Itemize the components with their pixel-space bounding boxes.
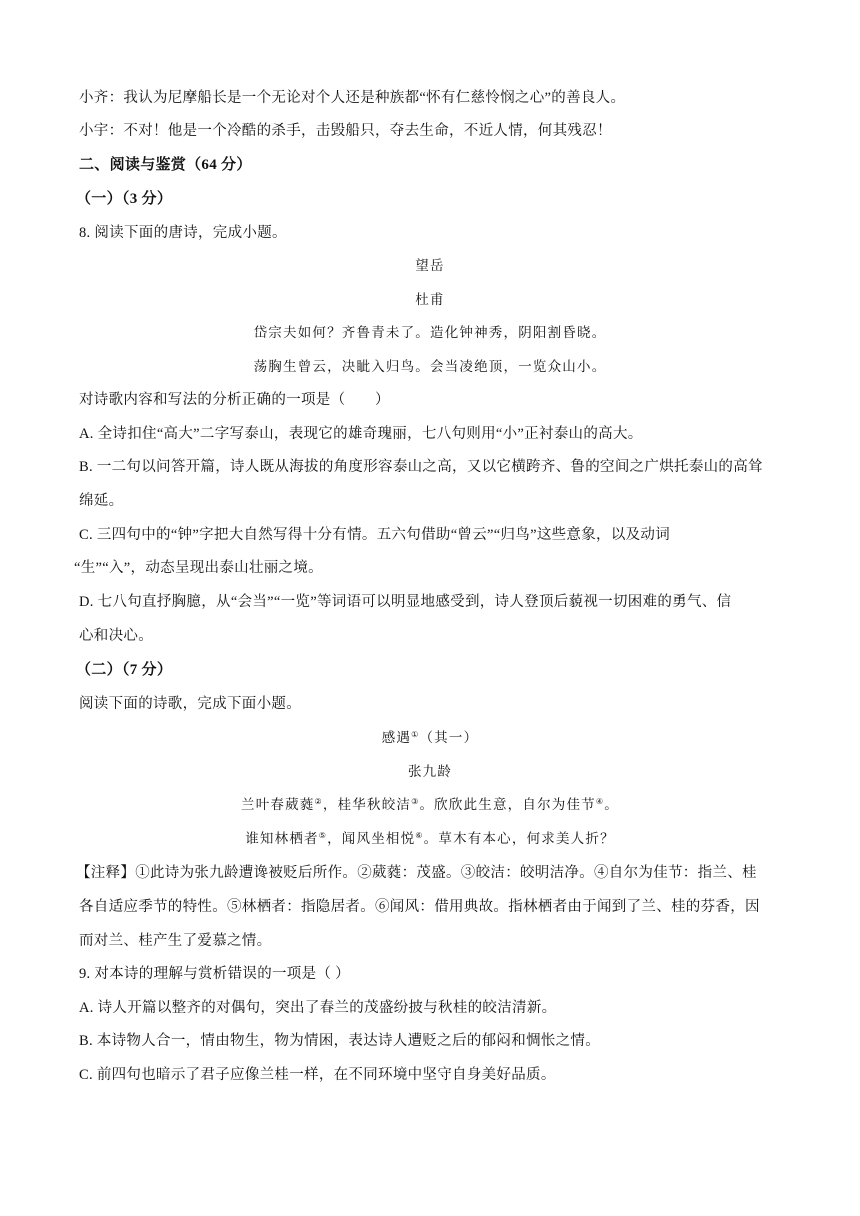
part1-heading: （一）（3 分） xyxy=(76,191,173,207)
section-heading: 二、阅读与鉴赏（64 分） xyxy=(79,157,252,173)
q8-option-d-line1: D. 七八句直抒胸臆，从“会当”“一览”等词语可以明显地感受到，诗人登顶后藐视一切困难的勇气、信 xyxy=(79,594,732,610)
poem2-note-2: ② xyxy=(314,797,323,806)
poem2-line1-part-a: 兰叶春葳蕤 xyxy=(241,797,315,813)
q8-option-c-line2: “生”“入”，动态呈现出泰山壮丽之境。 xyxy=(74,560,323,576)
poem2-note-3: ③ xyxy=(411,797,420,806)
poem2-line2 xyxy=(0,829,860,849)
notes-line2: 各自适应季节的特性。⑤林栖者：指隐居者。⑥闻风：借用典故。指林栖者由于闻到了兰、桂的芬香，因 xyxy=(79,899,760,915)
poem2-line1-part-d: 。 xyxy=(604,797,619,813)
q8-option-b-line1: B. 一二句以问答开篇，诗人既从海拔的角度形容泰山之高，又以它横跨齐、鲁的空间之广烘托泰山的高耸 xyxy=(79,459,763,475)
poem2-note-4: ④ xyxy=(595,797,605,806)
q8-prompt: 8. 阅读下面的唐诗，完成小题。 xyxy=(79,225,287,241)
q9-option-a: A. 诗人开篇以整齐的对偶句，突出了春兰的茂盛纷披与秋桂的皎洁清新。 xyxy=(79,1000,557,1016)
q9-option-b: B. 本诗物人合一，情由物生，物为情困，表达诗人遭贬之后的郁闷和惆怅之情。 xyxy=(79,1033,601,1049)
poem2-line1 xyxy=(0,795,860,815)
notes-line1: 【注释】①此诗为张九龄遭谗被贬后所作。②葳蕤：茂盛。③皎洁：皎明洁净。④自尔为佳节：指兰、桂 xyxy=(76,865,757,881)
poem1-author: 杜甫 xyxy=(415,292,445,308)
poem2-note-5: ⑤ xyxy=(318,831,328,840)
q9-question: 9. 对本诗的理解与赏析错误的一项是（ ） xyxy=(79,966,350,982)
poem2-note-6: ⑥ xyxy=(415,831,424,840)
poem2-title-text: 感遇 xyxy=(381,730,412,746)
poem1-line1: 岱宗夫如何？齐鲁青未了。造化钟神秀，阴阳割昏晓。 xyxy=(253,325,607,341)
q8-option-a: A. 全诗扣住“高大”二字写泰山，表现它的雄奇瑰丽，七八句则用“小”正衬泰山的高大。 xyxy=(79,426,643,442)
q8-option-b-line2: 绵延。 xyxy=(79,493,124,509)
notes-line3: 而对兰、桂产生了爱慕之情。 xyxy=(79,933,272,949)
poem2-line1-part-c: 。欣欣此生意，自尔为佳节 xyxy=(419,797,596,813)
poem2-title xyxy=(0,728,860,748)
q8-option-d-line2: 心和决心。 xyxy=(79,628,153,644)
q8-question: 对诗歌内容和写法的分析正确的一项是（ ） xyxy=(79,392,390,408)
poem1-line2: 荡胸生曾云，决眦入归鸟。会当凌绝顶，一览众山小。 xyxy=(253,359,607,375)
poem2-line1-part-b: ，桂华秋皎洁 xyxy=(322,797,412,813)
poem2-line2-part-a: 谁知林栖者 xyxy=(245,831,319,847)
poem2-author: 张九龄 xyxy=(407,764,453,780)
part2-heading: （二）（7 分） xyxy=(76,662,173,678)
dialogue-xiaoqi: 小齐：我认为尼摩船长是一个无论对个人还是种族都“怀有仁慈怜悯之心”的善良人。 xyxy=(79,90,626,106)
q8-option-c-line1: C. 三四句中的“钟”字把大自然写得十分有情。五六句借助“曾云”“归鸟”这些意象，以及动词 xyxy=(79,527,671,543)
q9-option-c: C. 前四句也暗示了君子应像兰桂一样，在不同环境中坚守自身美好品质。 xyxy=(79,1067,556,1083)
part2-prompt: 阅读下面的诗歌，完成下面小题。 xyxy=(79,696,301,712)
dialogue-xiaoyu: 小宇：不对！他是一个冷酷的杀手，击毁船只，夺去生命，不近人情，何其残忍！ xyxy=(79,123,612,139)
poem1-title: 望岳 xyxy=(415,258,445,274)
poem2-title-note: ① xyxy=(411,730,420,739)
poem2-line2-part-c: 。草木有本心，何求美人折？ xyxy=(423,831,615,847)
poem2-line2-part-b: ，闻风坐相悦 xyxy=(327,831,416,847)
poem2-title-suffix: （其一） xyxy=(419,730,479,746)
